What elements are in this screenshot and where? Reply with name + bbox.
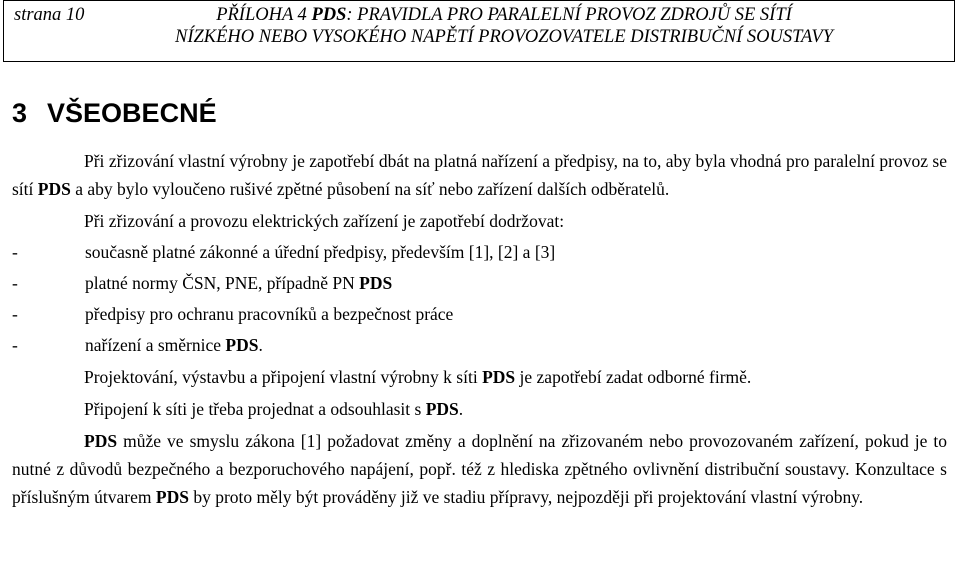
list-dash: -: [12, 242, 18, 262]
list-item-text: nařízení a směrnice PDS.: [85, 335, 263, 355]
header-title-line1: PŘÍLOHA 4 PDS: PRAVIDLA PRO PARALELNÍ PROVOZ ZDROJŮ SE SÍTÍ: [216, 5, 792, 25]
section-heading: [12, 97, 217, 129]
list-item: [12, 300, 947, 328]
list-item-text: platné normy ČSN, PNE, případně PN PDS: [85, 273, 393, 293]
document-body: [12, 147, 947, 511]
list-dash: -: [12, 335, 18, 355]
paragraph-3: Projektování, výstavbu a připojení vlastní výrobny k síti PDS je zapotřebí zadat odborné firmě.: [84, 367, 752, 387]
paragraph-2: Při zřizování a provozu elektrických zařízení je zapotřebí dodržovat:: [84, 211, 565, 231]
list-item: [12, 269, 947, 297]
list-item: [12, 238, 947, 266]
page-number: strana 10: [14, 5, 85, 25]
section-title: VŠEOBECNÉ: [47, 98, 217, 128]
paragraph-5: PDS může ve smyslu zákona [1] požadovat změny a doplnění na zřizovaném nebo provozovaném zařízení, pokud je to nutné z důvodů bezpečného a bezporuchového napájení, popř. též z hlediska zpětného ovlivnění distribuční soustavy. Konzultace s příslušným útvarem PDS by proto měly být prováděny již ve stadiu přípravy, nejpozději při projektování vlastní výrobny.: [12, 431, 947, 507]
header-title: [4, 4, 954, 48]
list-dash: -: [12, 273, 18, 293]
list-item-text: předpisy pro ochranu pracovníků a bezpečnost práce: [85, 304, 454, 324]
paragraph-4: Připojení k síti je třeba projednat a odsouhlasit s PDS.: [84, 399, 464, 419]
paragraph-1: Při zřizování vlastní výrobny je zapotřebí dbát na platná nařízení a předpisy, na to, aby byla vhodná pro paralelní provoz se sítí PDS a aby bylo vyloučeno rušivé zpětné působení na síť nebo zařízení dalších odběratelů.: [12, 151, 947, 199]
list-item-text: současně platné zákonné a úřední předpisy, především [1], [2] a [3]: [85, 242, 556, 262]
section-number: 3: [12, 98, 28, 128]
page-header: [3, 0, 955, 62]
list-dash: -: [12, 304, 18, 324]
header-title-line2: NÍZKÉHO NEBO VYSOKÉHO NAPĚTÍ PROVOZOVATELE DISTRIBUČNÍ SOUSTAVY: [174, 27, 833, 47]
list-item: [12, 331, 947, 359]
